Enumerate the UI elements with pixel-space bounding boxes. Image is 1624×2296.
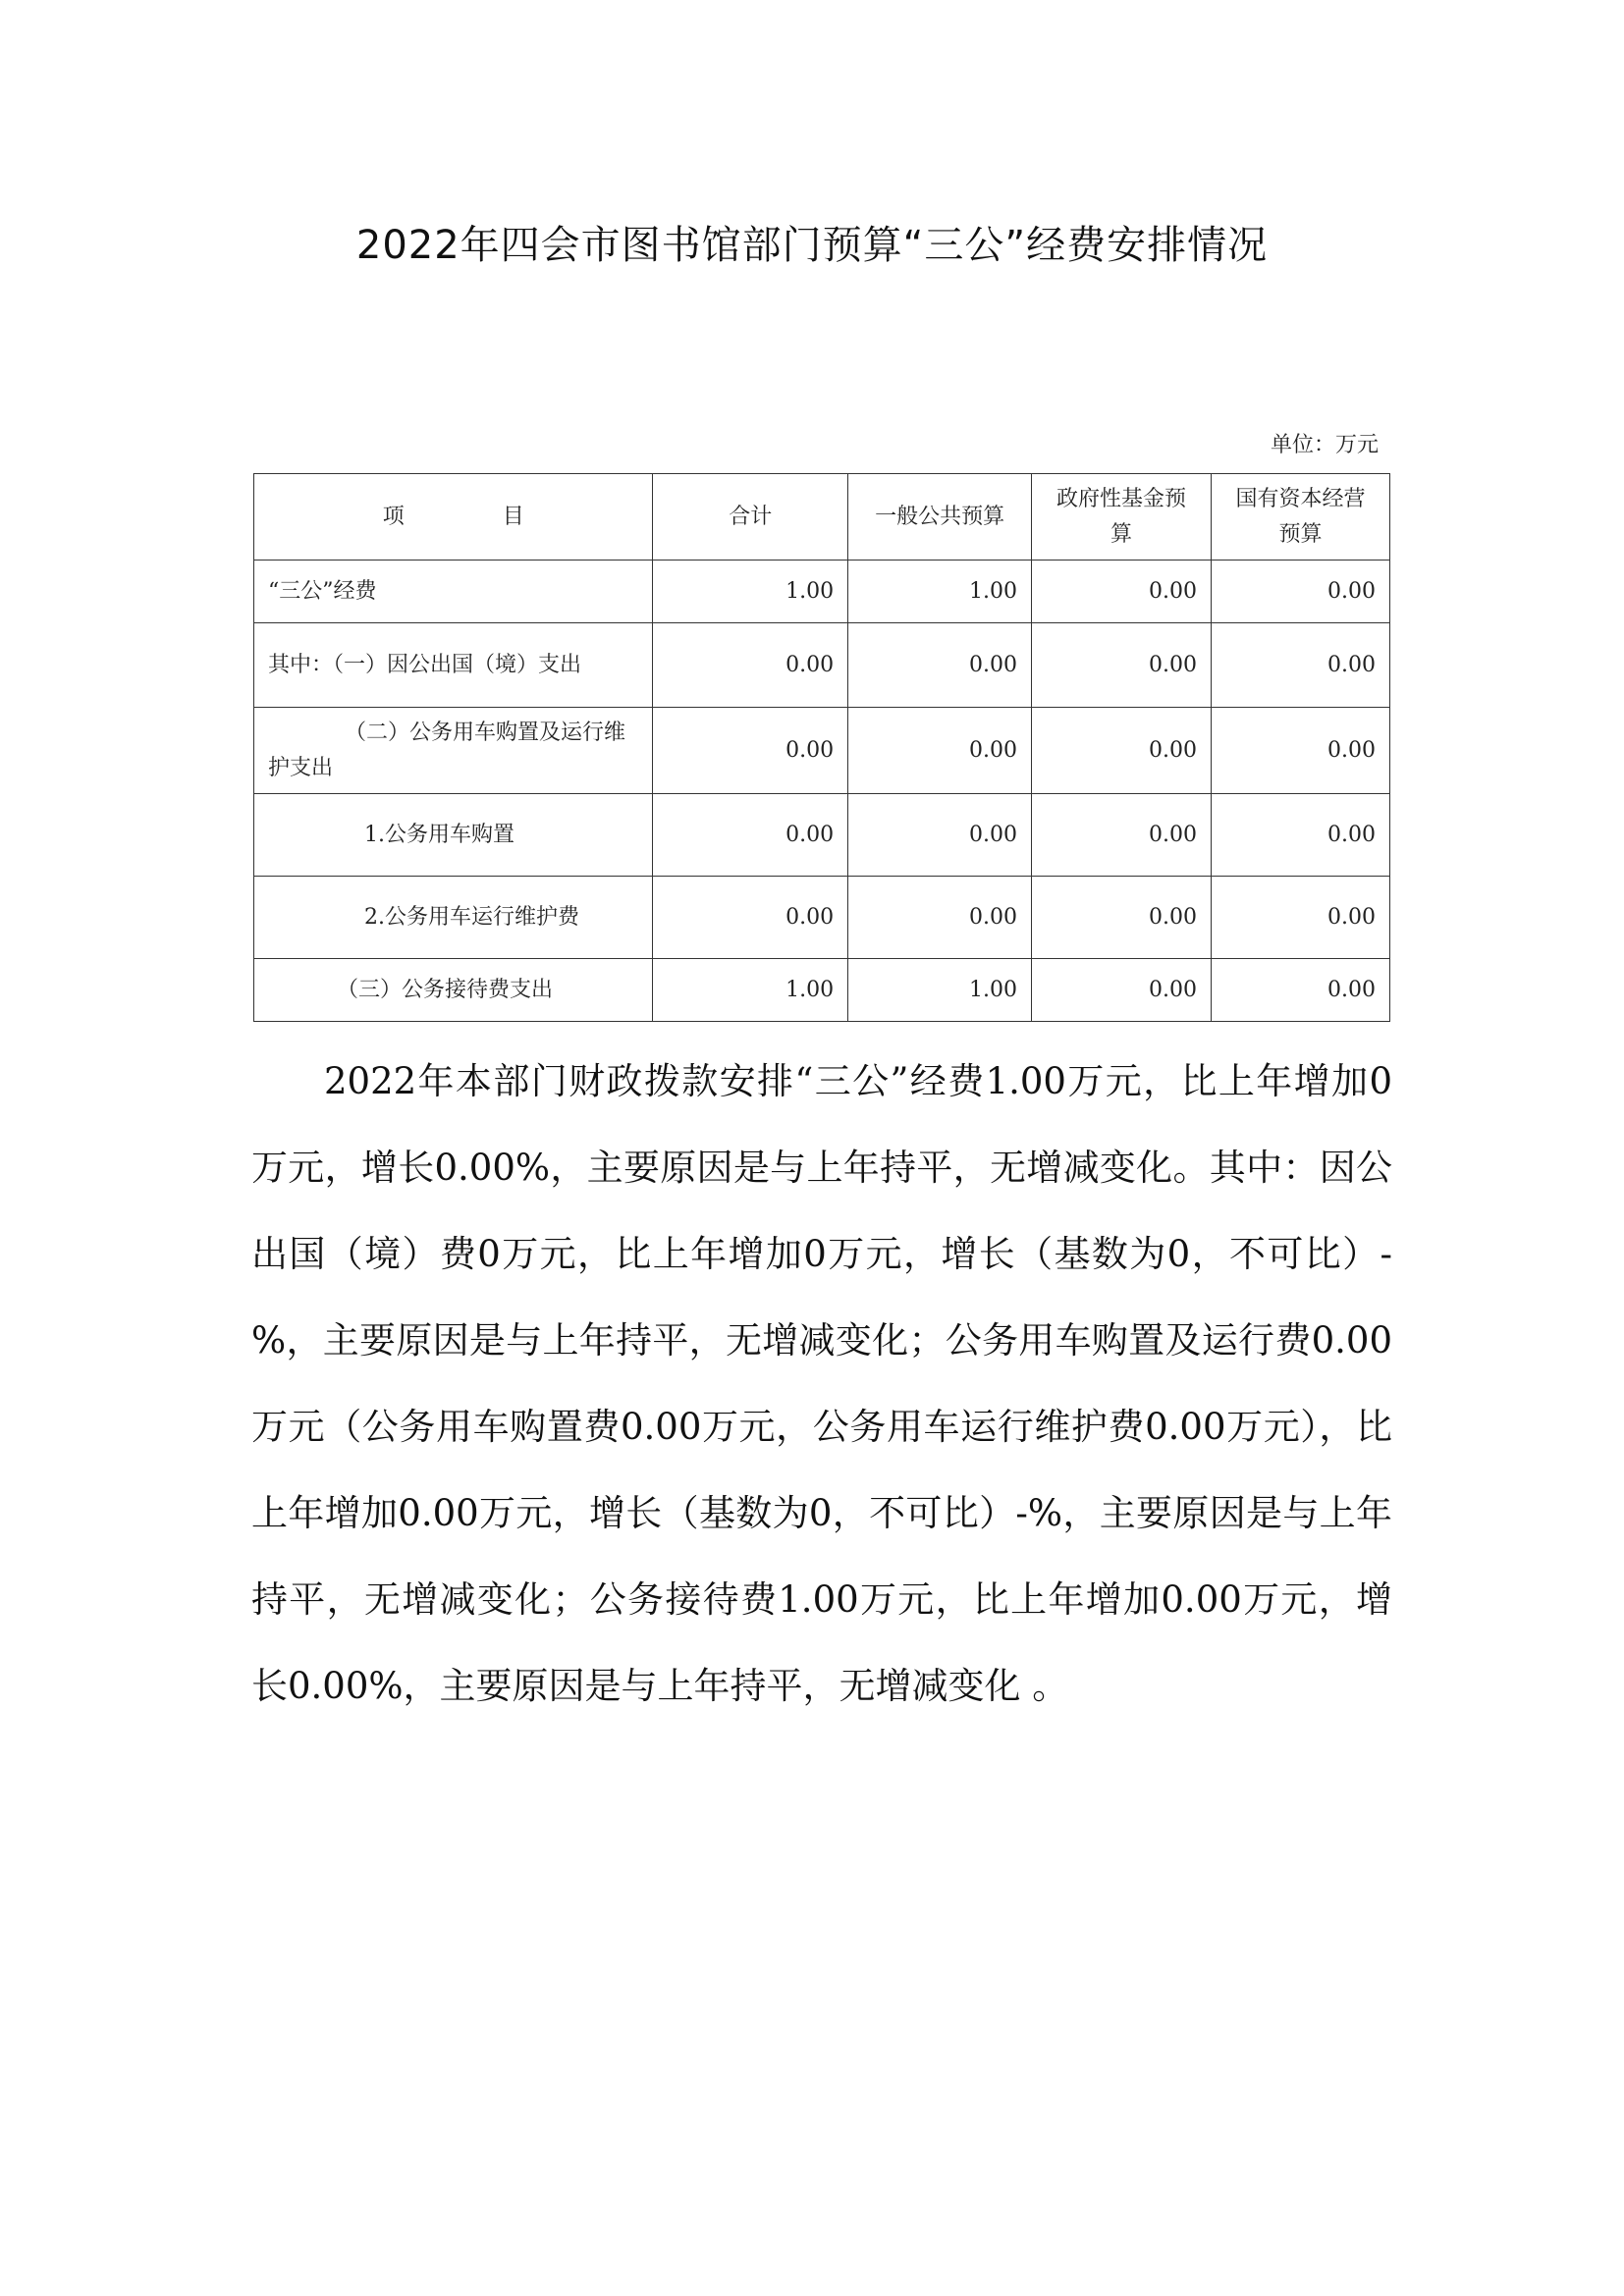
cell-general: 0.00 — [848, 623, 1032, 708]
cell-state-capital: 0.00 — [1211, 877, 1389, 959]
cell-general: 0.00 — [848, 794, 1032, 877]
table-row — [254, 794, 1390, 877]
cell-total: 0.00 — [653, 877, 848, 959]
table-row — [254, 623, 1390, 708]
table-row — [254, 708, 1390, 794]
header-state-capital-budget: 国有资本经营预算 — [1211, 474, 1389, 561]
header-item-a: 项 — [382, 504, 405, 529]
cell-state-capital: 0.00 — [1211, 959, 1389, 1022]
cell-state-capital: 0.00 — [1211, 708, 1389, 794]
header-gov-fund-budget: 政府性基金预算 — [1032, 474, 1212, 561]
table-header-row — [254, 474, 1390, 561]
row-label: 1.公务用车购置 — [254, 794, 653, 877]
cell-state-capital: 0.00 — [1211, 794, 1389, 877]
cell-general: 1.00 — [848, 959, 1032, 1022]
table-row — [254, 959, 1390, 1022]
cell-total: 0.00 — [653, 708, 848, 794]
cell-general: 1.00 — [848, 561, 1032, 623]
cell-gov-fund: 0.00 — [1032, 623, 1212, 708]
header-item — [254, 474, 653, 561]
cell-gov-fund: 0.00 — [1032, 959, 1212, 1022]
header-total: 合计 — [653, 474, 848, 561]
cell-total: 0.00 — [653, 794, 848, 877]
table-row — [254, 561, 1390, 623]
cell-gov-fund: 0.00 — [1032, 877, 1212, 959]
header-item-b: 目 — [502, 504, 524, 529]
budget-explanation-paragraph: 2022年本部门财政拨款安排“三公”经费1.00万元，比上年增加0万元，增长0.00%，主要原因是与上年持平，无增减变化。其中：因公出国（境）费0万元，比上年增加0万元，增长（基数为0，不可比）-%，主要原因是与上年持平，无增减变化；公务用车购置及运行费0.00万元（公务用车购置费0.00万元，公务用车运行维护费0.00万元），比上年增加0.00万元，增长（基数为0，不可比）-%，主要原因是与上年持平，无增减变化；公务接待费1.00万元，比上年增加0.00万元，增长0.00%，主要原因是与上年持平，无增减变化 。 — [251, 1060, 1392, 1707]
cell-state-capital: 0.00 — [1211, 561, 1389, 623]
cell-gov-fund: 0.00 — [1032, 708, 1212, 794]
row-label: （二）公务用车购置及运行维护支出 — [254, 708, 653, 794]
cell-total: 1.00 — [653, 561, 848, 623]
cell-total: 0.00 — [653, 623, 848, 708]
budget-table — [253, 473, 1390, 1022]
cell-general: 0.00 — [848, 877, 1032, 959]
row-label: 2.公务用车运行维护费 — [254, 877, 653, 959]
cell-state-capital: 0.00 — [1211, 623, 1389, 708]
cell-gov-fund: 0.00 — [1032, 561, 1212, 623]
row-label: （三）公务接待费支出 — [254, 959, 653, 1022]
row-label: “三公”经费 — [254, 561, 653, 623]
cell-total: 1.00 — [653, 959, 848, 1022]
unit-label: 单位：万元 — [1270, 433, 1379, 457]
table-row — [254, 877, 1390, 959]
cell-general: 0.00 — [848, 708, 1032, 794]
cell-gov-fund: 0.00 — [1032, 794, 1212, 877]
page-title: 2022年四会市图书馆部门预算“三公”经费安排情况 — [355, 223, 1269, 268]
row-label: 其中：（一）因公出国（境）支出 — [254, 623, 653, 708]
header-general-budget: 一般公共预算 — [848, 474, 1032, 561]
